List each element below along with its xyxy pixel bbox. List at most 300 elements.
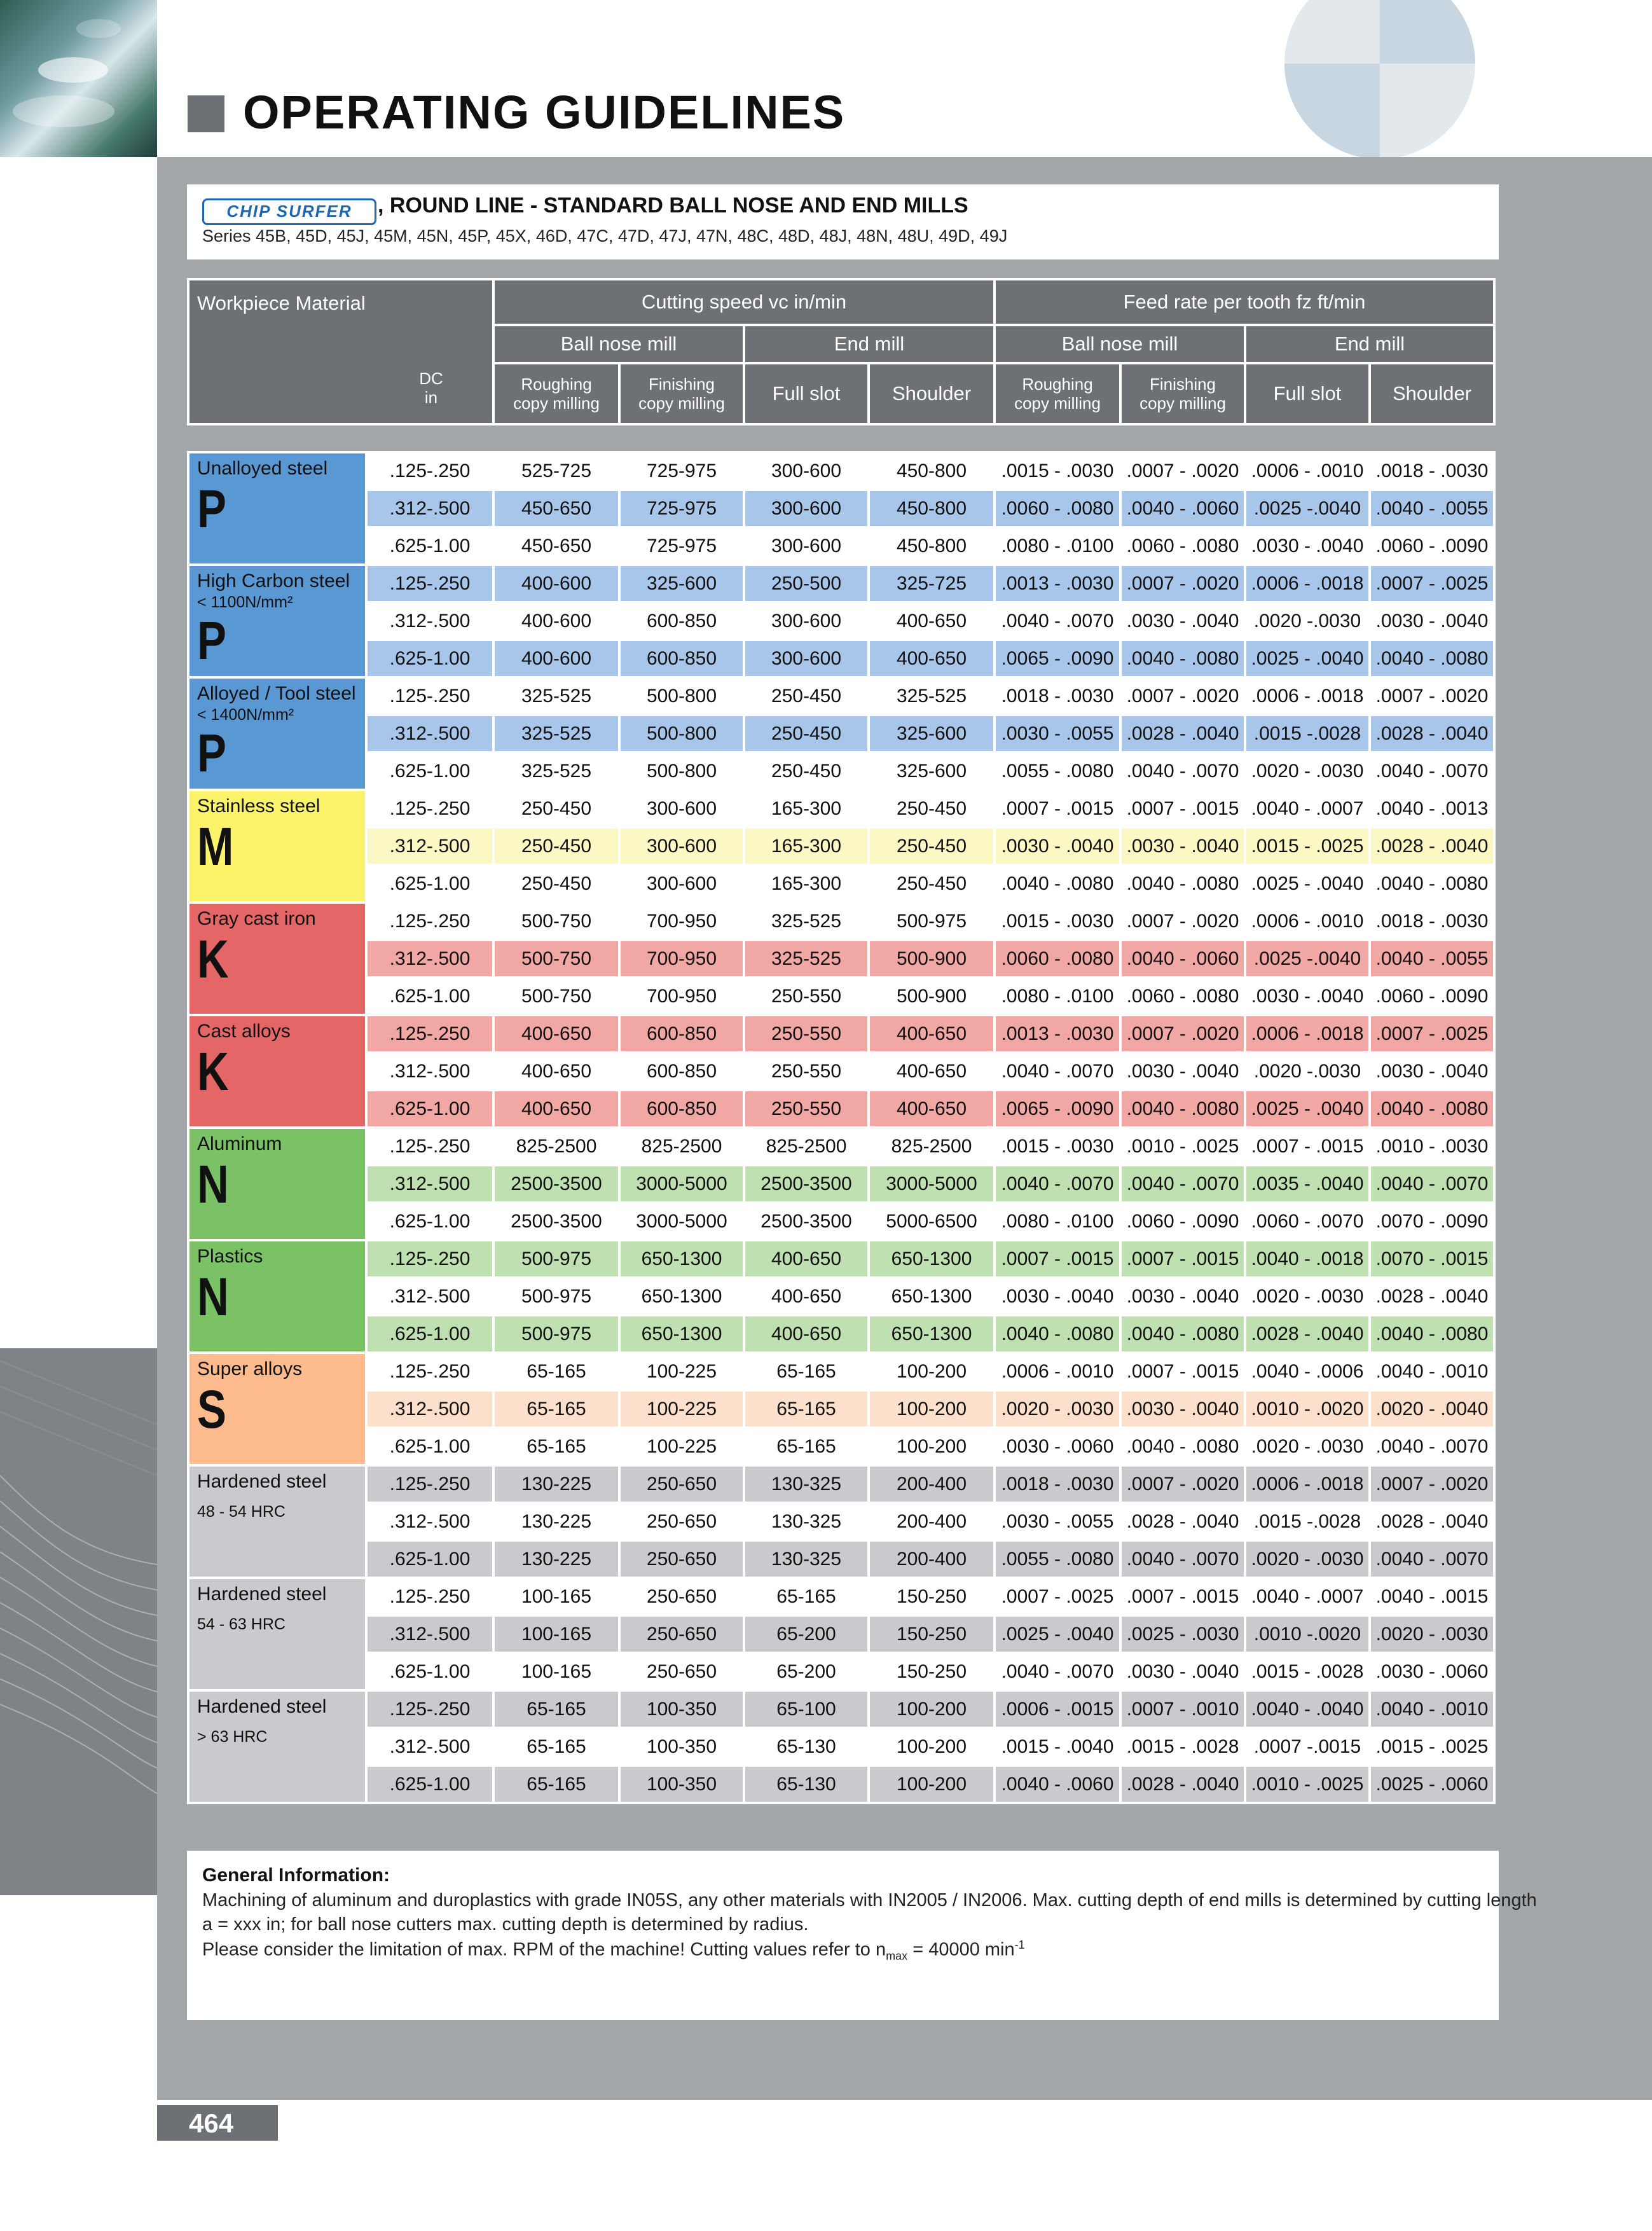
value-cell: .0006 - .0010 — [1245, 452, 1370, 490]
value-cell: .0015 -.0028 — [1245, 1503, 1370, 1540]
value-cell: .0010 - .0025 — [1120, 1128, 1245, 1165]
page-number: 464 — [189, 2108, 234, 2138]
value-cell: 400-650 — [493, 1015, 619, 1053]
diameter-cell: .312-.500 — [366, 490, 493, 527]
value-cell: 500-975 — [493, 1240, 619, 1278]
diameter-cell: .312-.500 — [366, 1165, 493, 1203]
value-cell: 500-975 — [493, 1278, 619, 1315]
value-cell: 650-1300 — [619, 1240, 744, 1278]
value-cell: .0055 - .0080 — [995, 1540, 1120, 1578]
diameter-cell: .625-1.00 — [366, 1203, 493, 1240]
value-cell: 700-950 — [619, 902, 744, 940]
value-cell: .0040 - .0070 — [1370, 1540, 1494, 1578]
table-row — [188, 715, 1494, 752]
value-cell: 250-450 — [869, 827, 995, 865]
dc-unit-label: in — [424, 388, 438, 407]
value-cell: .0040 - .0015 — [1370, 1578, 1494, 1615]
table-row — [188, 1240, 1494, 1278]
value-cell: .0040 - .0018 — [1245, 1240, 1370, 1278]
value-cell: .0007 - .0020 — [1370, 1465, 1494, 1503]
value-cell: 650-1300 — [619, 1315, 744, 1353]
value-cell: .0040 - .0060 — [995, 1765, 1120, 1803]
value-cell: 165-300 — [744, 827, 869, 865]
value-cell: 450-650 — [493, 527, 619, 565]
value-cell: 400-650 — [493, 1090, 619, 1128]
value-cell: 100-225 — [619, 1353, 744, 1390]
table-row — [188, 1053, 1494, 1090]
value-cell: .0040 - .0010 — [1370, 1690, 1494, 1728]
value-cell: 600-850 — [619, 640, 744, 677]
value-cell: .0020 - .0030 — [1245, 752, 1370, 790]
table-row — [188, 1540, 1494, 1578]
value-cell: 200-400 — [869, 1503, 995, 1540]
value-cell: 325-525 — [869, 677, 995, 715]
value-cell: .0040 - .0055 — [1370, 940, 1494, 977]
diameter-cell: .125-.250 — [366, 790, 493, 827]
material-name: Aluminum — [197, 1133, 282, 1154]
value-cell: .0040 - .0080 — [1120, 1428, 1245, 1465]
value-cell: 450-800 — [869, 490, 995, 527]
material-cell — [188, 677, 366, 790]
diameter-cell: .312-.500 — [366, 1503, 493, 1540]
value-cell: 650-1300 — [869, 1240, 995, 1278]
diameter-cell: .625-1.00 — [366, 1540, 493, 1578]
value-cell: .0025 -.0040 — [1245, 490, 1370, 527]
value-cell: 130-325 — [744, 1465, 869, 1503]
value-cell: .0025 -.0040 — [1245, 940, 1370, 977]
value-cell: 100-225 — [619, 1390, 744, 1428]
value-cell: .0030 - .0040 — [1370, 602, 1494, 640]
value-cell: 400-650 — [493, 1053, 619, 1090]
copy-milling-label: copy milling — [1139, 394, 1226, 413]
value-cell: .0006 - .0018 — [1245, 677, 1370, 715]
value-cell: 165-300 — [744, 790, 869, 827]
value-cell: .0013 - .0030 — [995, 1015, 1120, 1053]
value-cell: .0040 - .0070 — [1370, 752, 1494, 790]
value-cell: .0060 - .0090 — [1370, 527, 1494, 565]
value-cell: 325-525 — [744, 940, 869, 977]
value-cell: 150-250 — [869, 1615, 995, 1653]
diameter-cell: .312-.500 — [366, 602, 493, 640]
finishing-label: Finishing — [648, 375, 715, 394]
value-cell: .0030 - .0060 — [995, 1428, 1120, 1465]
value-cell: .0060 - .0080 — [995, 940, 1120, 977]
cs-ball-nose-header: Ball nose mill — [493, 325, 744, 363]
value-cell: .0028 - .0040 — [1370, 1503, 1494, 1540]
value-cell: .0040 - .0007 — [1245, 790, 1370, 827]
value-cell: .0025 - .0040 — [1245, 865, 1370, 902]
value-cell: 325-525 — [493, 752, 619, 790]
finishing-label: Finishing — [1149, 375, 1216, 394]
diameter-cell: .125-.250 — [366, 565, 493, 602]
material-group-letter: S — [197, 1379, 226, 1439]
value-cell: 600-850 — [619, 602, 744, 640]
table-row — [188, 977, 1494, 1015]
value-cell: .0040 - .0060 — [1120, 490, 1245, 527]
table-row — [188, 452, 1494, 490]
value-cell: 500-900 — [869, 977, 995, 1015]
value-cell: .0015 - .0030 — [995, 1128, 1120, 1165]
value-cell: 100-200 — [869, 1390, 995, 1428]
value-cell: .0040 - .0080 — [1370, 1090, 1494, 1128]
value-cell: .0025 - .0030 — [1120, 1615, 1245, 1653]
value-cell: 130-325 — [744, 1503, 869, 1540]
value-cell: .0006 - .0010 — [1245, 902, 1370, 940]
value-cell: .0040 - .0080 — [1370, 640, 1494, 677]
value-cell: .0070 - .0090 — [1370, 1203, 1494, 1240]
value-cell: .0040 - .0070 — [1120, 752, 1245, 790]
material-group-letter: N — [197, 1154, 229, 1214]
value-cell: 2500-3500 — [493, 1203, 619, 1240]
roughing-label: Roughing — [1022, 375, 1093, 394]
table-row — [188, 1015, 1494, 1053]
value-cell: .0007 - .0020 — [1120, 902, 1245, 940]
material-name: Hardened steel — [197, 1696, 327, 1717]
value-cell: .0006 - .0018 — [1245, 1015, 1370, 1053]
material-cell — [188, 452, 366, 565]
value-cell: .0028 - .0040 — [1370, 827, 1494, 865]
diameter-cell: .312-.500 — [366, 1053, 493, 1090]
value-cell: .0006 - .0010 — [995, 1353, 1120, 1390]
value-cell: .0015 - .0028 — [1245, 1653, 1370, 1690]
value-cell: .0010 - .0030 — [1370, 1128, 1494, 1165]
value-cell: 500-975 — [493, 1315, 619, 1353]
value-cell: .0020 -.0030 — [1245, 1053, 1370, 1090]
value-cell: 3000-5000 — [619, 1165, 744, 1203]
value-cell: 130-225 — [493, 1540, 619, 1578]
material-cell — [188, 1015, 366, 1128]
value-cell: 65-165 — [493, 1728, 619, 1765]
table-row — [188, 565, 1494, 602]
value-cell: 65-165 — [744, 1428, 869, 1465]
value-cell: 500-750 — [493, 940, 619, 977]
value-cell: .0030 - .0055 — [995, 1503, 1120, 1540]
value-cell: 600-850 — [619, 1090, 744, 1128]
nmax-subscript: max — [886, 1949, 908, 1963]
value-cell: .0015 -.0028 — [1245, 715, 1370, 752]
value-cell: .0030 - .0040 — [1120, 1653, 1245, 1690]
table-row — [188, 1765, 1494, 1803]
value-cell: 250-550 — [744, 1090, 869, 1128]
diameter-cell: .625-1.00 — [366, 1653, 493, 1690]
value-cell: .0030 - .0040 — [1120, 602, 1245, 640]
material-group-letter: N — [197, 1267, 229, 1327]
diameter-cell: .125-.250 — [366, 902, 493, 940]
value-cell: 300-600 — [619, 827, 744, 865]
table-row — [188, 1690, 1494, 1728]
dc-unit-header — [368, 369, 495, 407]
value-cell: 600-850 — [619, 1015, 744, 1053]
diameter-cell: .625-1.00 — [366, 1428, 493, 1465]
value-cell: 100-200 — [869, 1765, 995, 1803]
fr-roughing-header — [995, 363, 1120, 424]
product-series: Series 45B, 45D, 45J, 45M, 45N, 45P, 45X, 46D, 47C, 47D, 47J, 47N, 48C, 48D, 48J, 48N, 48U, 49D, 49J — [202, 226, 1008, 245]
diameter-cell: .625-1.00 — [366, 1090, 493, 1128]
value-cell: .0040 - .0010 — [1370, 1353, 1494, 1390]
value-cell: .0018 - .0030 — [1370, 902, 1494, 940]
value-cell: 250-550 — [744, 1015, 869, 1053]
material-cell — [188, 902, 366, 1015]
material-cell — [188, 1578, 366, 1690]
value-cell: .0006 - .0015 — [995, 1690, 1120, 1728]
product-title: , ROUND LINE - STANDARD BALL NOSE AND END MILLS — [378, 193, 968, 218]
diameter-cell: .312-.500 — [366, 715, 493, 752]
value-cell: 450-650 — [493, 490, 619, 527]
material-cell — [188, 1353, 366, 1465]
general-info-box — [187, 1851, 1537, 2020]
value-cell: 130-225 — [493, 1503, 619, 1540]
material-cell — [188, 565, 366, 677]
cs-roughing-header — [493, 363, 619, 424]
value-cell: .0020 - .0030 — [1245, 1540, 1370, 1578]
page-number-box — [157, 2105, 278, 2141]
value-cell: .0040 - .0080 — [1370, 865, 1494, 902]
table-row — [188, 902, 1494, 940]
table-row — [188, 1465, 1494, 1503]
value-cell: .0020 - .0030 — [1370, 1615, 1494, 1653]
value-cell: .0040 - .0070 — [995, 1053, 1120, 1090]
fr-ball-nose-header: Ball nose mill — [995, 325, 1245, 363]
value-cell: 700-950 — [619, 940, 744, 977]
copy-milling-label: copy milling — [638, 394, 725, 413]
diameter-cell: .625-1.00 — [366, 640, 493, 677]
value-cell: 300-600 — [619, 865, 744, 902]
value-cell: 500-800 — [619, 715, 744, 752]
value-cell: .0007 - .0020 — [1120, 565, 1245, 602]
value-cell: 325-525 — [493, 715, 619, 752]
value-cell: .0010 -.0020 — [1245, 1615, 1370, 1653]
diameter-cell: .125-.250 — [366, 1128, 493, 1165]
header-square-marker — [188, 95, 224, 132]
value-cell: 250-500 — [744, 565, 869, 602]
value-cell: .0006 - .0018 — [1245, 565, 1370, 602]
value-cell: .0080 - .0100 — [995, 527, 1120, 565]
value-cell: 65-165 — [744, 1578, 869, 1615]
value-cell: .0007 - .0015 — [995, 1240, 1120, 1278]
diameter-cell: .312-.500 — [366, 1278, 493, 1315]
value-cell: 100-350 — [619, 1690, 744, 1728]
value-cell: 250-650 — [619, 1465, 744, 1503]
value-cell: .0040 - .0080 — [1120, 1090, 1245, 1128]
value-cell: .0040 - .0070 — [995, 602, 1120, 640]
value-cell: .0060 - .0080 — [995, 490, 1120, 527]
value-cell: .0018 - .0030 — [1370, 452, 1494, 490]
table-row — [188, 1653, 1494, 1690]
diameter-cell: .125-.250 — [366, 1690, 493, 1728]
copy-milling-label: copy milling — [513, 394, 600, 413]
value-cell: 3000-5000 — [619, 1203, 744, 1240]
value-cell: 325-600 — [619, 565, 744, 602]
value-cell: 250-650 — [619, 1578, 744, 1615]
value-cell: .0060 - .0080 — [1120, 977, 1245, 1015]
value-cell: .0020 - .0030 — [1245, 1428, 1370, 1465]
diameter-cell: .125-.250 — [366, 1465, 493, 1503]
value-cell: 400-650 — [869, 602, 995, 640]
value-cell: .0007 - .0020 — [1120, 677, 1245, 715]
value-cell: 5000-6500 — [869, 1203, 995, 1240]
value-cell: .0013 - .0030 — [995, 565, 1120, 602]
value-cell: .0080 - .0100 — [995, 977, 1120, 1015]
table-row — [188, 1503, 1494, 1540]
value-cell: .0028 - .0040 — [1370, 1278, 1494, 1315]
diameter-cell: .625-1.00 — [366, 1315, 493, 1353]
value-cell: 100-165 — [493, 1578, 619, 1615]
general-info-line-3-text: Please consider the limitation of max. RPM of the machine! Cutting values refer to n — [202, 1939, 886, 1960]
diameter-cell: .125-.250 — [366, 1353, 493, 1390]
value-cell: .0070 - .0015 — [1370, 1240, 1494, 1278]
value-cell: .0040 - .0006 — [1245, 1353, 1370, 1390]
cs-full-slot-header: Full slot — [744, 363, 869, 424]
value-cell: .0030 - .0055 — [995, 715, 1120, 752]
value-cell: .0028 - .0040 — [1370, 715, 1494, 752]
material-group-letter: P — [197, 723, 226, 783]
value-cell: 250-450 — [744, 752, 869, 790]
value-cell: .0040 - .0080 — [995, 865, 1120, 902]
value-cell: 65-165 — [493, 1765, 619, 1803]
material-name: Cast alloys — [197, 1021, 291, 1042]
value-cell: 250-650 — [619, 1503, 744, 1540]
cs-end-mill-header: End mill — [744, 325, 995, 363]
value-cell: 100-225 — [619, 1428, 744, 1465]
table-row — [188, 527, 1494, 565]
value-cell: .0040 - .0070 — [995, 1653, 1120, 1690]
material-name: Hardened steel — [197, 1584, 327, 1605]
value-cell: .0055 - .0080 — [995, 752, 1120, 790]
value-cell: 325-600 — [869, 752, 995, 790]
value-cell: 600-850 — [619, 1053, 744, 1090]
material-group-letter: P — [197, 611, 226, 670]
value-cell: .0030 - .0040 — [1120, 827, 1245, 865]
value-cell: .0007 - .0015 — [1245, 1128, 1370, 1165]
value-cell: 650-1300 — [869, 1278, 995, 1315]
value-cell: .0060 - .0080 — [1120, 527, 1245, 565]
diameter-cell: .125-.250 — [366, 1240, 493, 1278]
value-cell: .0007 - .0020 — [1120, 1465, 1245, 1503]
value-cell: 250-450 — [744, 715, 869, 752]
value-cell: .0025 - .0040 — [1245, 640, 1370, 677]
value-cell: .0007 - .0015 — [995, 790, 1120, 827]
value-cell: .0040 - .0070 — [1120, 1540, 1245, 1578]
table-row — [188, 1615, 1494, 1653]
value-cell: 300-600 — [744, 452, 869, 490]
diameter-cell: .625-1.00 — [366, 1765, 493, 1803]
value-cell: .0018 - .0030 — [995, 677, 1120, 715]
value-cell: 725-975 — [619, 452, 744, 490]
value-cell: .0040 - .0070 — [995, 1165, 1120, 1203]
kayak-photo — [0, 0, 157, 157]
value-cell: .0030 - .0040 — [1245, 977, 1370, 1015]
decorative-wave-strip — [0, 1348, 157, 1895]
value-cell: .0007 - .0010 — [1120, 1690, 1245, 1728]
diameter-cell: .125-.250 — [366, 452, 493, 490]
value-cell: .0035 - .0040 — [1245, 1165, 1370, 1203]
value-cell: 250-450 — [869, 790, 995, 827]
material-cell — [188, 1465, 366, 1578]
table-row — [188, 640, 1494, 677]
roughing-label: Roughing — [521, 375, 592, 394]
value-cell: .0040 - .0040 — [1245, 1690, 1370, 1728]
value-cell: 250-450 — [869, 865, 995, 902]
table-row — [188, 602, 1494, 640]
cutting-speed-header: Cutting speed vc in/min — [493, 279, 995, 325]
table-row — [188, 1353, 1494, 1390]
product-box — [187, 184, 1499, 259]
value-cell: 250-450 — [493, 827, 619, 865]
diameter-cell: .125-.250 — [366, 1015, 493, 1053]
value-cell: .0018 - .0030 — [995, 1465, 1120, 1503]
value-cell: 400-600 — [493, 602, 619, 640]
value-cell: .0065 - .0090 — [995, 1090, 1120, 1128]
material-group-letter: K — [197, 1042, 229, 1102]
value-cell: 300-600 — [744, 640, 869, 677]
value-cell: .0007 - .0025 — [1370, 1015, 1494, 1053]
value-cell: 450-800 — [869, 452, 995, 490]
value-cell: 725-975 — [619, 490, 744, 527]
value-cell: 400-600 — [493, 565, 619, 602]
material-name: Hardened steel — [197, 1471, 327, 1492]
value-cell: .0015 - .0040 — [995, 1728, 1120, 1765]
value-cell: .0015 - .0030 — [995, 452, 1120, 490]
value-cell: .0040 - .0013 — [1370, 790, 1494, 827]
value-cell: 100-200 — [869, 1728, 995, 1765]
value-cell: 3000-5000 — [869, 1165, 995, 1203]
value-cell: .0060 - .0070 — [1245, 1203, 1370, 1240]
value-cell: .0007 - .0025 — [1370, 565, 1494, 602]
value-cell: .0060 - .0090 — [1120, 1203, 1245, 1240]
general-info-line-3 — [202, 1938, 1025, 1963]
table-row — [188, 1278, 1494, 1315]
value-cell: .0006 - .0018 — [1245, 1465, 1370, 1503]
value-cell: 130-225 — [493, 1465, 619, 1503]
value-cell: 825-2500 — [744, 1128, 869, 1165]
value-cell: .0007 - .0015 — [1120, 790, 1245, 827]
value-cell: 400-650 — [744, 1240, 869, 1278]
value-cell: 150-250 — [869, 1578, 995, 1615]
value-cell: .0065 - .0090 — [995, 640, 1120, 677]
material-name: Stainless steel — [197, 796, 320, 817]
diameter-cell: .312-.500 — [366, 1390, 493, 1428]
value-cell: 325-600 — [869, 715, 995, 752]
value-cell: 65-165 — [493, 1428, 619, 1465]
general-info-line-1: Machining of aluminum and duroplastics with grade IN05S, any other materials with IN2005 / IN2006. Max. cutting depth of end mills is determined by cutting length — [202, 1890, 1537, 1910]
value-cell: .0025 - .0040 — [995, 1615, 1120, 1653]
value-cell: .0040 - .0080 — [1370, 1315, 1494, 1353]
value-cell: .0030 - .0040 — [1120, 1278, 1245, 1315]
value-cell: 100-165 — [493, 1615, 619, 1653]
value-cell: 300-600 — [744, 490, 869, 527]
diameter-cell: .125-.250 — [366, 1578, 493, 1615]
table-spacer — [188, 424, 1494, 452]
value-cell: .0015 - .0028 — [1120, 1728, 1245, 1765]
value-cell: .0040 - .0080 — [995, 1315, 1120, 1353]
value-cell: .0030 - .0040 — [1120, 1053, 1245, 1090]
value-cell: .0040 - .0080 — [1120, 865, 1245, 902]
table-row — [188, 490, 1494, 527]
diameter-cell: .312-.500 — [366, 1728, 493, 1765]
value-cell: .0015 - .0030 — [995, 902, 1120, 940]
fr-full-slot-header: Full slot — [1245, 363, 1370, 424]
material-group-letter: M — [197, 817, 234, 876]
diameter-cell: .125-.250 — [366, 677, 493, 715]
material-cell — [188, 1690, 366, 1803]
value-cell: .0007 - .0015 — [1120, 1240, 1245, 1278]
table-row — [188, 865, 1494, 902]
material-strength: < 1100N/mm² — [197, 593, 293, 611]
value-cell: .0030 - .0040 — [1245, 527, 1370, 565]
value-cell: 500-900 — [869, 940, 995, 977]
value-cell: 400-650 — [869, 1053, 995, 1090]
value-cell: 825-2500 — [619, 1128, 744, 1165]
